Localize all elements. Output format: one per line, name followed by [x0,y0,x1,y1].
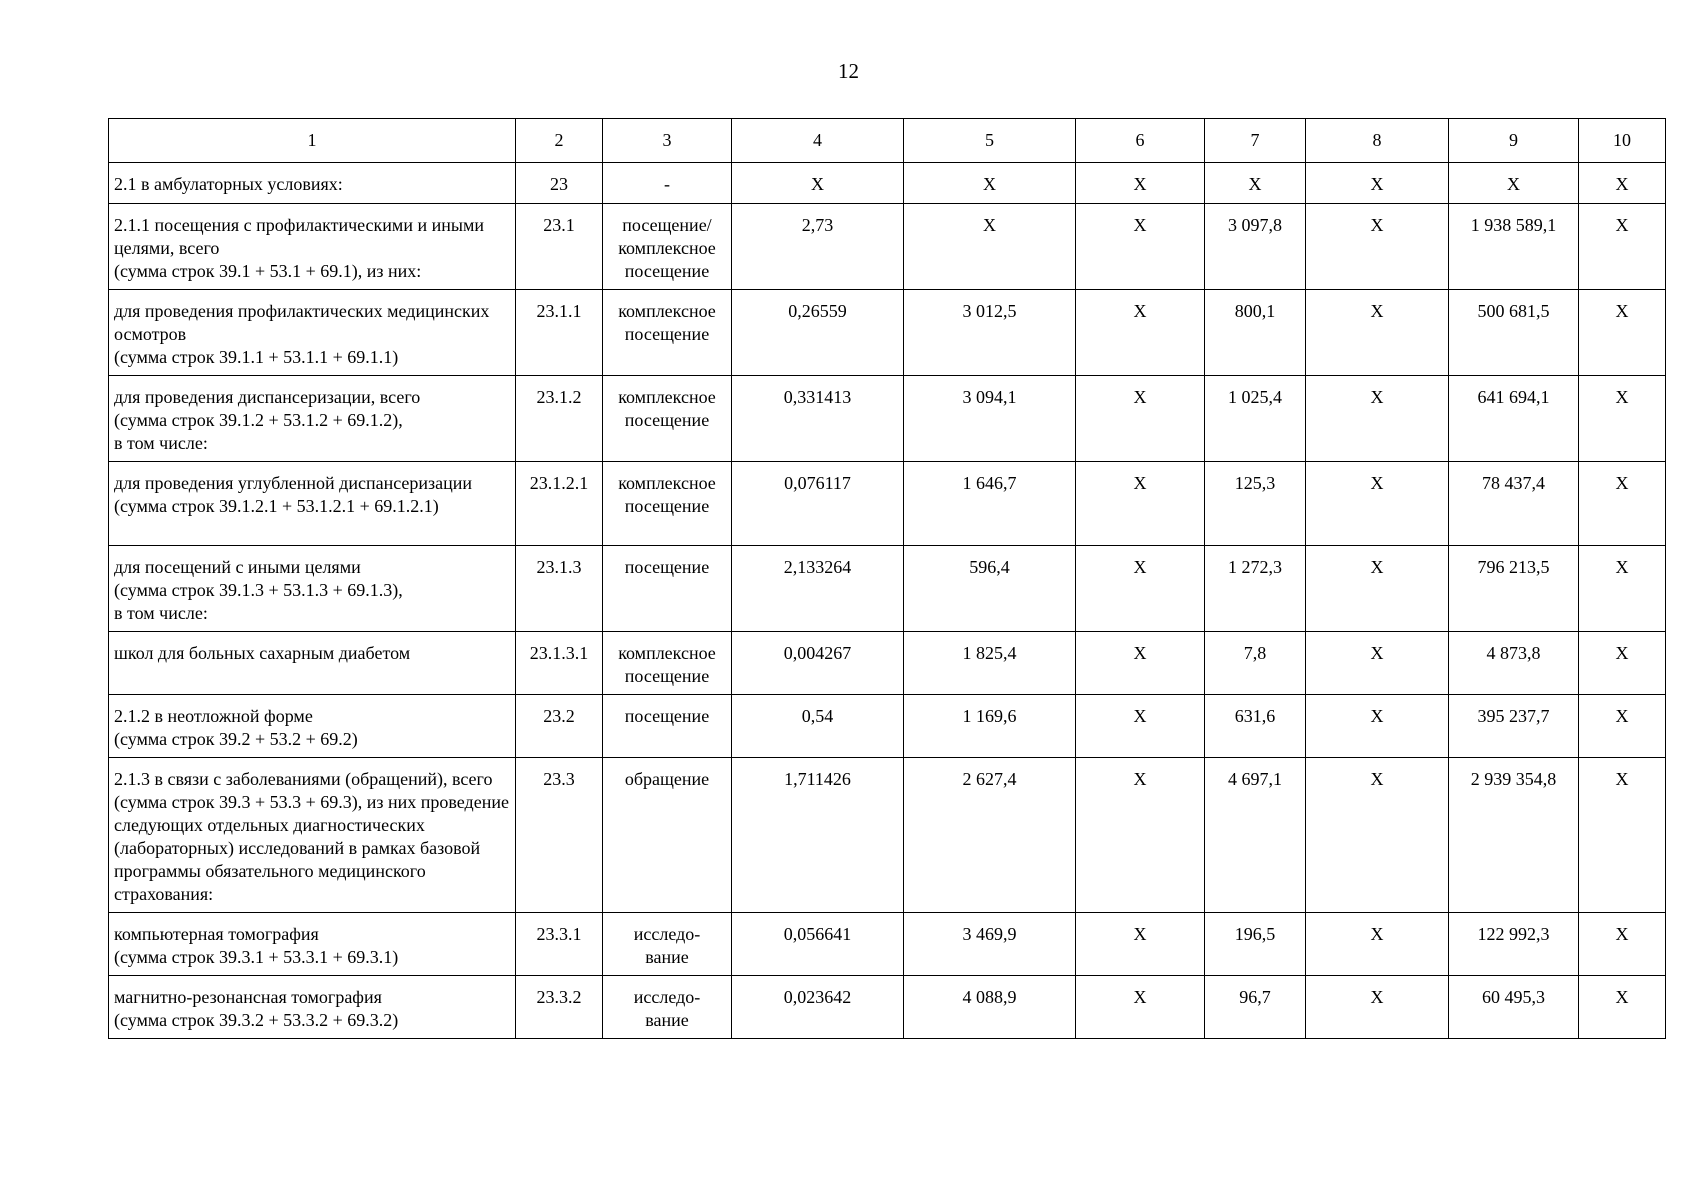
table-cell: Х [732,163,904,204]
table-cell: Х [1306,204,1449,290]
table-cell: 395 237,7 [1449,695,1579,758]
table-cell: 7,8 [1205,632,1306,695]
table-cell: 0,056641 [732,913,904,976]
table-cell: Х [1579,976,1666,1039]
table-row [109,204,1666,290]
table-cell: 23.1.3.1 [516,632,603,695]
table-cell: комплексное посещение [603,376,732,462]
table-cell: 122 992,3 [1449,913,1579,976]
table-cell: Х [1076,758,1205,913]
table-cell: 23.3.1 [516,913,603,976]
table-cell: 23.1.2.1 [516,462,603,546]
table-cell: Х [1076,695,1205,758]
table-cell: Х [1076,290,1205,376]
table-cell: 0,004267 [732,632,904,695]
column-header: 2 [516,119,603,163]
row-name-cell: школ для больных сахарным диабетом [109,632,516,695]
data-table [108,118,1666,1039]
table-cell: 1,711426 [732,758,904,913]
column-header: 7 [1205,119,1306,163]
table-cell: посещение/ комплексное посещение [603,204,732,290]
table-cell: 125,3 [1205,462,1306,546]
table-cell: посещение [603,695,732,758]
table-cell: Х [1076,976,1205,1039]
table-row [109,163,1666,204]
table-cell: 3 094,1 [904,376,1076,462]
table-cell: Х [1076,546,1205,632]
column-header: 6 [1076,119,1205,163]
table-cell: 596,4 [904,546,1076,632]
row-name-cell: магнитно-резонансная томография (сумма строк 39.3.2 + 53.3.2 + 69.3.2) [109,976,516,1039]
table-cell: 23.2 [516,695,603,758]
table-cell: Х [1579,163,1666,204]
table-row [109,758,1666,913]
table-cell: исследо- вание [603,976,732,1039]
table-cell: 641 694,1 [1449,376,1579,462]
table-cell: Х [1306,758,1449,913]
table-cell: 0,331413 [732,376,904,462]
table-cell: Х [1076,462,1205,546]
table-row [109,462,1666,546]
table-cell: 2 627,4 [904,758,1076,913]
table-cell: 1 169,6 [904,695,1076,758]
table-cell: Х [1579,758,1666,913]
table-row [109,546,1666,632]
column-header: 1 [109,119,516,163]
page-number: 12 [838,59,859,83]
table-cell: Х [1076,913,1205,976]
table-cell: 23.1.1 [516,290,603,376]
table-cell: комплексное посещение [603,462,732,546]
table-cell: Х [1306,976,1449,1039]
table-row [109,976,1666,1039]
table-cell: посещение [603,546,732,632]
table-cell: 796 213,5 [1449,546,1579,632]
table-cell: Х [1579,546,1666,632]
table-cell: 2 939 354,8 [1449,758,1579,913]
table-cell: 1 272,3 [1205,546,1306,632]
table-cell: 196,5 [1205,913,1306,976]
table-cell: Х [1306,462,1449,546]
table-cell: 23.3 [516,758,603,913]
table-cell: 631,6 [1205,695,1306,758]
table-cell: Х [1076,376,1205,462]
row-name-cell: для проведения профилактических медицинских осмотров (сумма строк 39.1.1 + 53.1.1 + 69.1.1) [109,290,516,376]
row-name-cell: 2.1.1 посещения с профилактическими и иными целями, всего (сумма строк 39.1 + 53.1 + 69.1), из них: [109,204,516,290]
column-header: 9 [1449,119,1579,163]
table-cell: 3 469,9 [904,913,1076,976]
table-cell: Х [1076,163,1205,204]
table-cell: Х [1579,913,1666,976]
table-cell: Х [1449,163,1579,204]
table-cell: 60 495,3 [1449,976,1579,1039]
table-cell: Х [1579,376,1666,462]
table-cell: Х [1306,376,1449,462]
table-cell: 0,26559 [732,290,904,376]
table-cell: 0,023642 [732,976,904,1039]
table-cell: 23.3.2 [516,976,603,1039]
table-cell: 4 873,8 [1449,632,1579,695]
column-header: 3 [603,119,732,163]
table-cell: 500 681,5 [1449,290,1579,376]
table-cell: 23.1 [516,204,603,290]
table-cell: Х [1306,546,1449,632]
table-cell: Х [1306,163,1449,204]
table-row [109,290,1666,376]
table-cell: исследо- вание [603,913,732,976]
table-cell: 3 012,5 [904,290,1076,376]
table-row [109,913,1666,976]
table-cell: Х [1306,632,1449,695]
table-cell: Х [904,163,1076,204]
table-cell: 23.1.3 [516,546,603,632]
row-name-cell: компьютерная томография (сумма строк 39.3.1 + 53.3.1 + 69.3.1) [109,913,516,976]
table-cell: 0,54 [732,695,904,758]
table-cell: 2,133264 [732,546,904,632]
table-cell: 0,076117 [732,462,904,546]
table-cell: 2,73 [732,204,904,290]
column-header: 5 [904,119,1076,163]
row-name-cell: 2.1.2 в неотложной форме (сумма строк 39.2 + 53.2 + 69.2) [109,695,516,758]
table-cell: 4 088,9 [904,976,1076,1039]
table-cell: 800,1 [1205,290,1306,376]
table-cell: Х [1579,204,1666,290]
table-cell: 23 [516,163,603,204]
table-cell: 3 097,8 [1205,204,1306,290]
table-cell: Х [904,204,1076,290]
table-cell: Х [1579,632,1666,695]
table-header-row [109,119,1666,163]
table-cell: Х [1306,695,1449,758]
table-row [109,632,1666,695]
table-cell: Х [1579,290,1666,376]
column-header: 8 [1306,119,1449,163]
table-cell: 78 437,4 [1449,462,1579,546]
row-name-cell: для посещений с иными целями (сумма строк 39.1.3 + 53.1.3 + 69.1.3), в том числе: [109,546,516,632]
table-cell: обращение [603,758,732,913]
row-name-cell: для проведения углубленной диспансеризации (сумма строк 39.1.2.1 + 53.1.2.1 + 69.1.2.1) [109,462,516,546]
table-cell: Х [1306,290,1449,376]
row-name-cell: 2.1.3 в связи с заболеваниями (обращений), всего (сумма строк 39.3 + 53.3 + 69.3), из них проведение следующих отдельных диагностических (лабораторных) исследований в рамках базовой программы обязательного медицинского страхования: [109,758,516,913]
table-cell: 1 025,4 [1205,376,1306,462]
table-cell: комплексное посещение [603,632,732,695]
table-cell: Х [1306,913,1449,976]
table-cell: Х [1205,163,1306,204]
table-row [109,695,1666,758]
table-cell: 96,7 [1205,976,1306,1039]
table-cell: комплексное посещение [603,290,732,376]
table-cell: 1 646,7 [904,462,1076,546]
table-cell: Х [1076,204,1205,290]
table-cell: Х [1579,462,1666,546]
row-name-cell: 2.1 в амбулаторных условиях: [109,163,516,204]
table-row [109,376,1666,462]
table-cell: Х [1579,695,1666,758]
row-name-cell: для проведения диспансеризации, всего (сумма строк 39.1.2 + 53.1.2 + 69.1.2), в том числе: [109,376,516,462]
table-cell: Х [1076,632,1205,695]
column-header: 10 [1579,119,1666,163]
table-cell: - [603,163,732,204]
table-cell: 4 697,1 [1205,758,1306,913]
table-cell: 1 938 589,1 [1449,204,1579,290]
table-cell: 23.1.2 [516,376,603,462]
column-header: 4 [732,119,904,163]
table-cell: 1 825,4 [904,632,1076,695]
